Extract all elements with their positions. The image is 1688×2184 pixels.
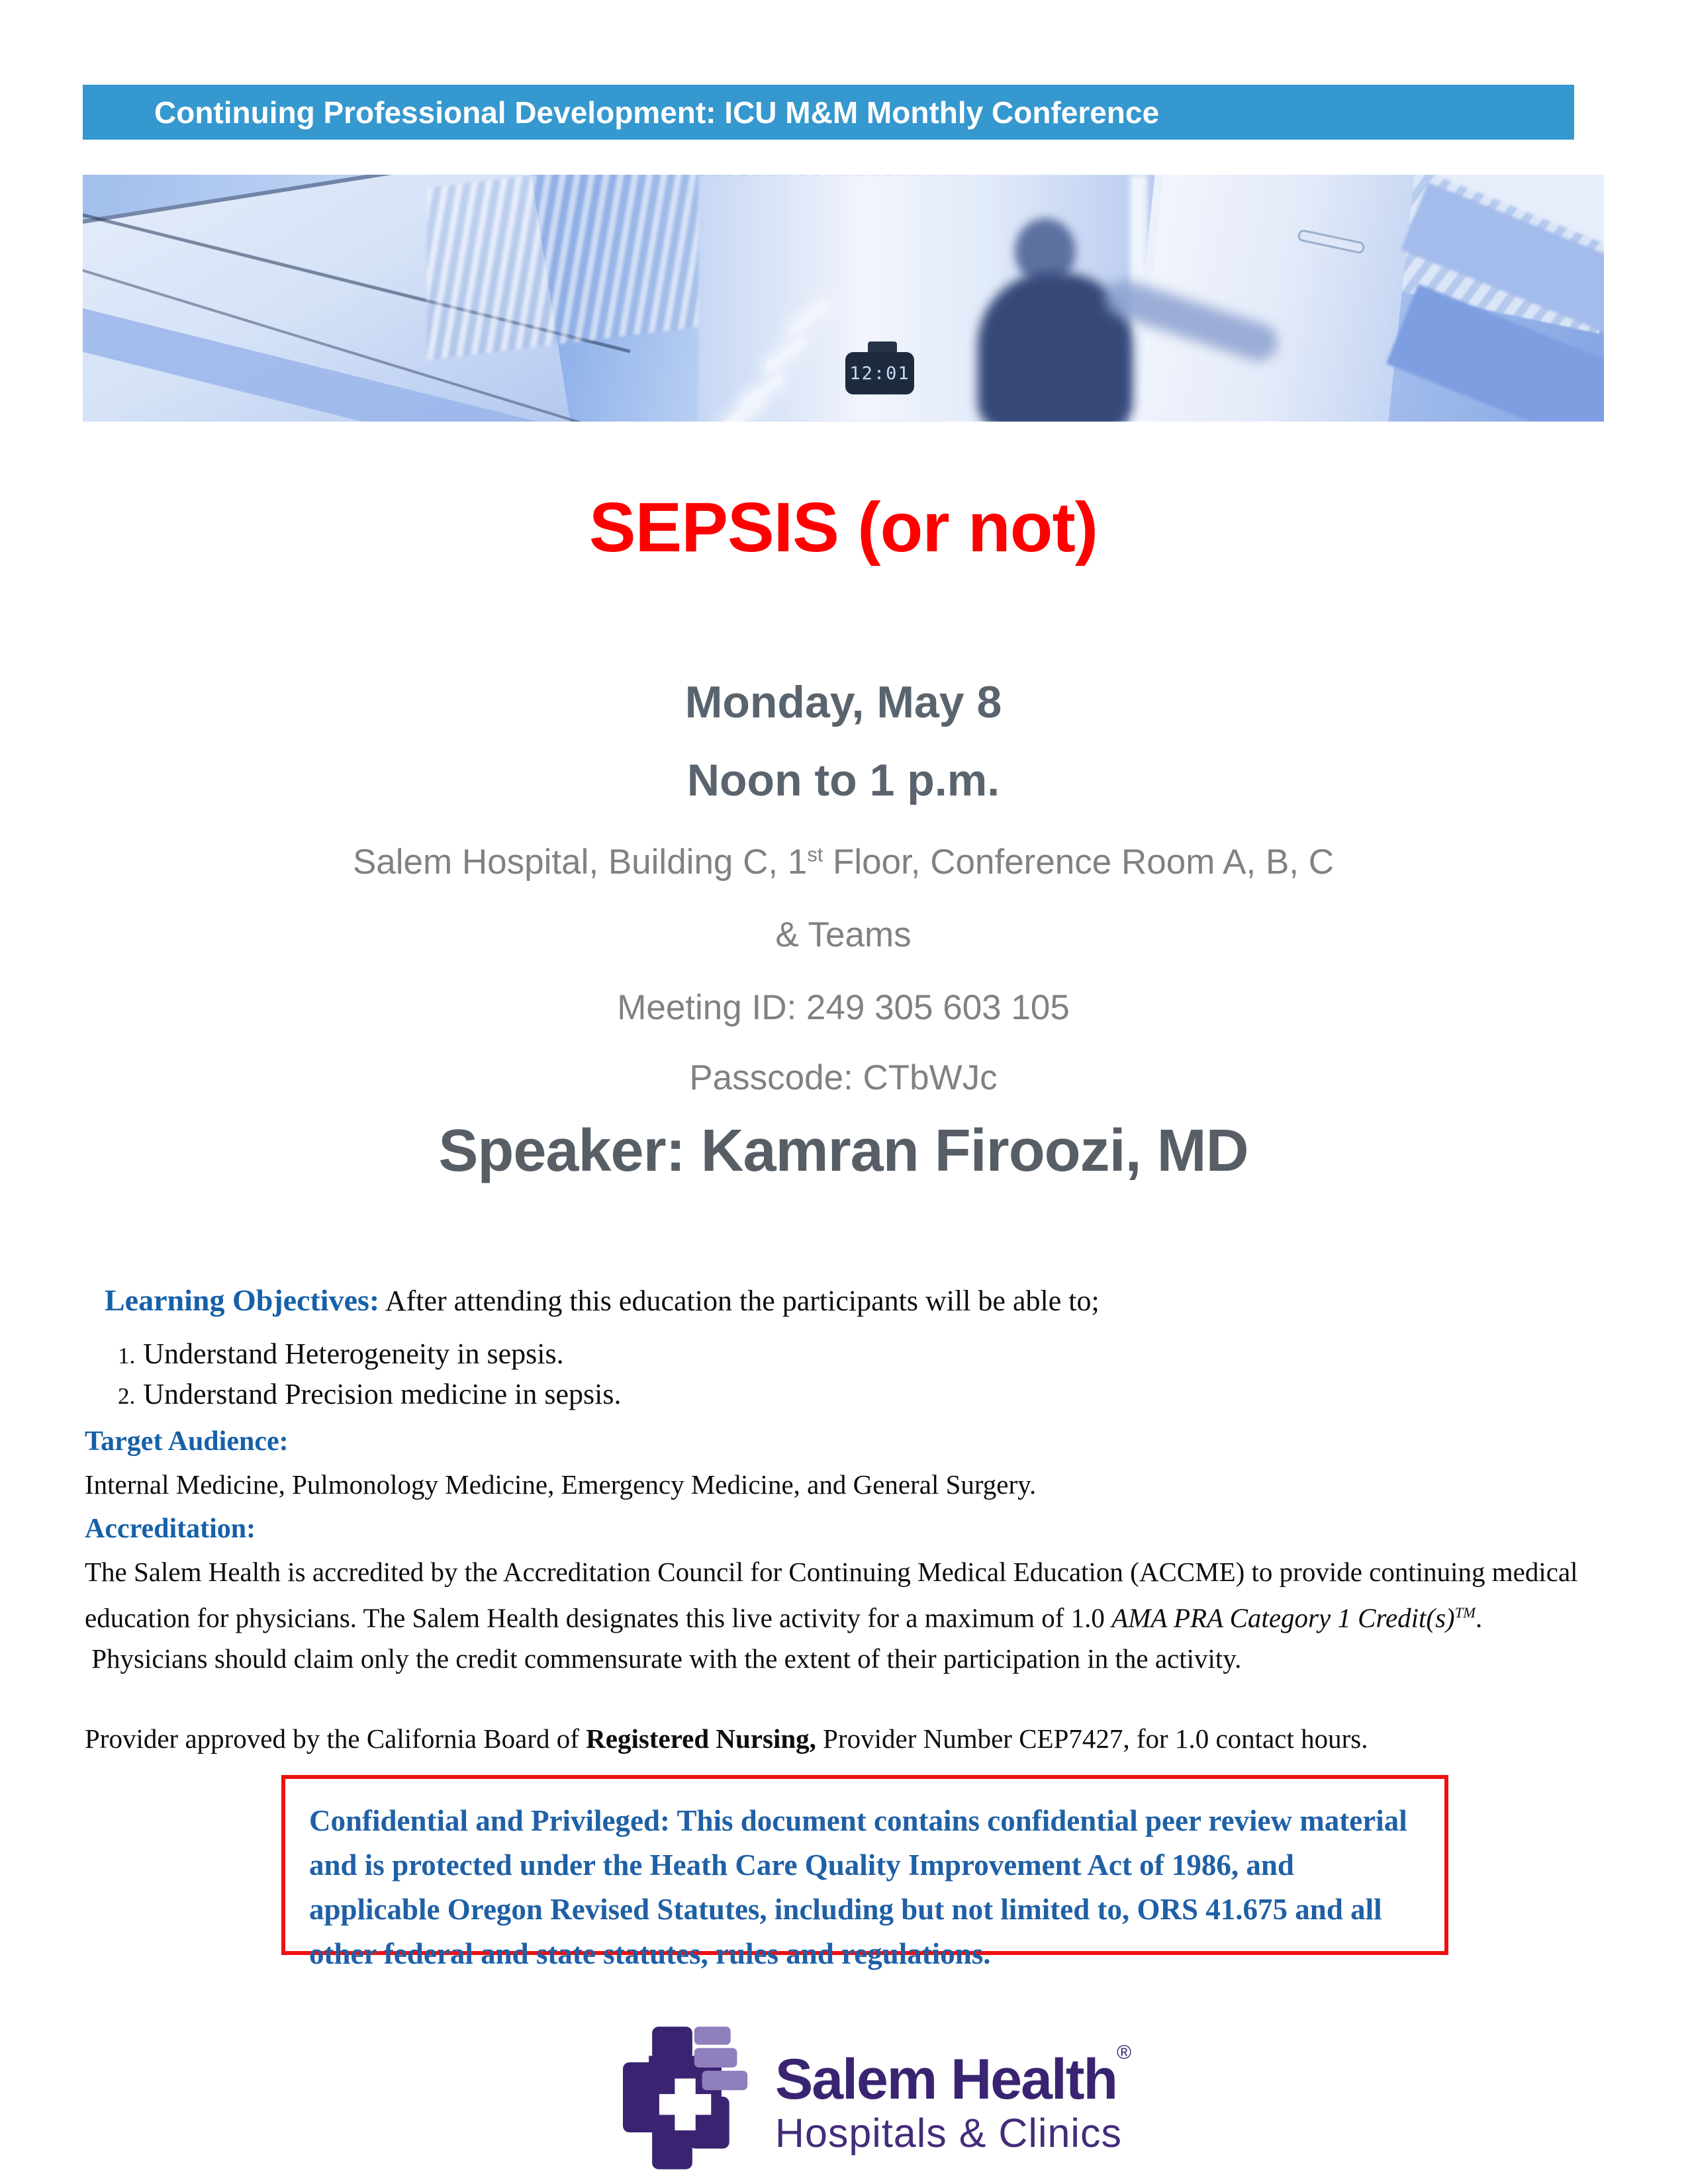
hero-photo <box>83 175 1604 422</box>
location-text: Floor, Conference Room A, B, C <box>823 842 1335 882</box>
target-audience-heading: Target Audience: <box>85 1426 289 1457</box>
logo-tagline: Hospitals & Clinics <box>774 2110 1122 2156</box>
confidential-text: Confidential and Privileged: This document contains confidential peer review material and is protected under the Heath Care Quality Improvement Act of 1986, and applicable Oregon Revised Statutes, including but not limited to, ORS 41.675 and all other federal and state statutes, rules and regulations. <box>309 1804 1407 1970</box>
objective-number: 2. <box>118 1383 136 1409</box>
objectives-intro-line <box>105 1283 1601 1318</box>
provider-text-pre: Provider approved by the California Board of <box>85 1723 586 1754</box>
objective-number: 1. <box>118 1343 136 1369</box>
logo-text <box>775 2043 1130 2154</box>
meeting-passcode: Passcode: CTbWJc <box>689 1058 998 1097</box>
speaker-line: Speaker: Kamran Firoozi, MD <box>438 1118 1248 1184</box>
trademark-superscript: TM <box>1454 1604 1476 1621</box>
provider-line <box>85 1719 1607 1759</box>
confidential-box <box>281 1775 1448 1970</box>
accreditation-text <box>85 1552 1607 1679</box>
event-location-line2: & Teams <box>775 915 912 954</box>
salem-health-logo-mark <box>623 2026 753 2169</box>
objective-text: Understand Precision medicine in sepsis. <box>143 1378 622 1410</box>
details-sections <box>85 1422 1607 1759</box>
objectives-heading: Learning Objectives: <box>105 1283 380 1317</box>
event-location-line1 <box>83 842 1604 882</box>
banner-title: Continuing Professional Development: ICU M&M Monthly Conference <box>154 95 1160 130</box>
objective-text: Understand Heterogeneity in sepsis. <box>143 1338 564 1370</box>
provider-text-post: Provider Number CEP7427, for 1.0 contact hours. <box>816 1723 1368 1754</box>
event-title: SEPSIS (or not) <box>588 488 1098 567</box>
objectives-list <box>105 1335 1601 1416</box>
location-text: Salem Hospital, Building C, 1 <box>352 842 808 882</box>
target-audience-text: Internal Medicine, Pulmonology Medicine, Emergency Medicine, and General Surgery. <box>85 1469 1037 1500</box>
objectives-intro: After attending this education the participants will be able to; <box>379 1285 1100 1317</box>
photo-tint-overlay <box>83 175 1604 422</box>
salem-health-logo <box>83 2026 1604 2169</box>
banner <box>83 85 1574 140</box>
accreditation-text-part2: . Physicians should claim only the credit commensurate with the extent of their participation in the activity. <box>85 1602 1483 1674</box>
registered-nursing-bold: Registered Nursing, <box>586 1723 816 1754</box>
clock-time: 12:01 <box>849 363 910 384</box>
meeting-id: Meeting ID: 249 305 603 105 <box>617 988 1070 1027</box>
ama-pra-credit-italic: AMA PRA Category 1 Credit(s) <box>1111 1602 1455 1633</box>
objective-item <box>118 1335 1601 1375</box>
logo-name-text: Salem Health <box>774 2047 1117 2111</box>
accreditation-heading: Accreditation: <box>85 1514 256 1544</box>
logo-name <box>774 2041 1131 2111</box>
ordinal-superscript: st <box>807 842 823 866</box>
objective-item <box>118 1375 1601 1416</box>
event-time: Noon to 1 p.m. <box>686 755 1000 805</box>
learning-objectives-section <box>105 1283 1601 1416</box>
event-date: Monday, May 8 <box>684 677 1002 727</box>
accreditation-text-part1: The Salem Health is accredited by the Accreditation Council for Continuing Medical Education (ACCME) to provide continuing medical education for physicians. The Salem Health designates this live activity for a maximum of 1.0 <box>85 1557 1578 1633</box>
registered-mark: ® <box>1117 2041 1131 2064</box>
